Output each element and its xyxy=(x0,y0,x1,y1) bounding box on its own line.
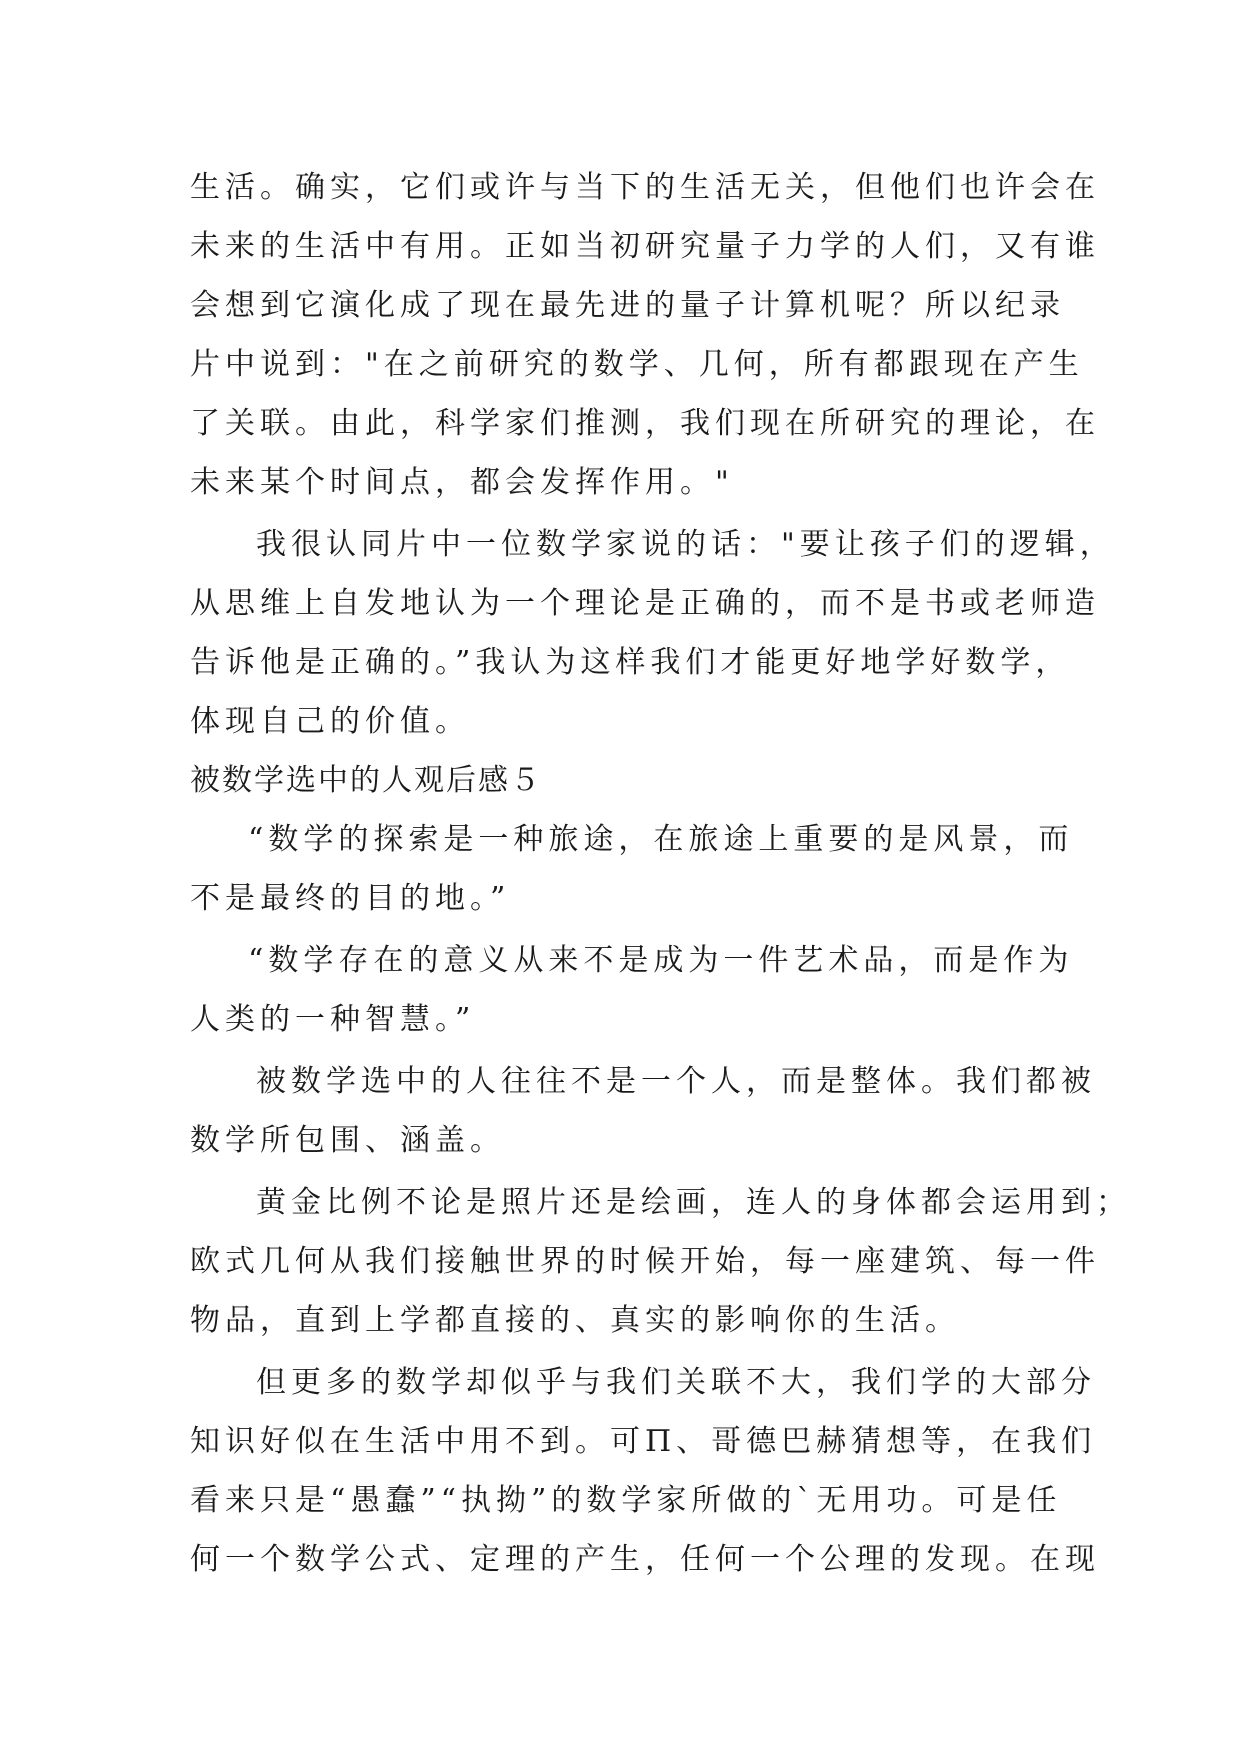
paragraph-line: 告诉他是正确的。”我认为这样我们才能更好地学好数学， xyxy=(190,645,1071,680)
paragraph-line: 片中说到："在之前研究的数学、几何，所有都跟现在产生 xyxy=(190,347,1084,382)
paragraph-line: 何一个数学公式、定理的产生，任何一个公理的发现。在现 xyxy=(190,1542,1100,1577)
paragraph-line: 数学所包围、涵盖。 xyxy=(190,1123,505,1158)
paragraph-line: “数学存在的意义从来不是成为一件艺术品，而是作为 xyxy=(248,943,1074,978)
paragraph-line: 不是最终的目的地。” xyxy=(190,881,511,916)
paragraph-line: 被数学选中的人往往不是一个人，而是整体。我们都被 xyxy=(256,1064,1096,1099)
paragraph-line: 从思维上自发地认为一个理论是正确的，而不是书或老师造 xyxy=(190,586,1100,621)
paragraph-line: 我很认同片中一位数学家说的话："要让孩子们的逻辑， xyxy=(256,527,1115,562)
paragraph-line: 物品，直到上学都直接的、真实的影响你的生活。 xyxy=(190,1303,960,1338)
paragraph-line: 黄金比例不论是照片还是绘画，连人的身体都会运用到； xyxy=(256,1185,1131,1220)
paragraph-line: 但更多的数学却似乎与我们关联不大，我们学的大部分 xyxy=(256,1365,1096,1400)
paragraph-line: 会想到它演化成了现在最先进的量子计算机呢？所以纪录 xyxy=(190,288,1065,323)
paragraph-line: 生活。确实，它们或许与当下的生活无关，但他们也许会在 xyxy=(190,170,1100,205)
paragraph-line: 未来的生活中有用。正如当初研究量子力学的人们，又有谁 xyxy=(190,229,1100,264)
paragraph-line: 未来某个时间点，都会发挥作用。" xyxy=(190,465,734,500)
section-heading: 被数学选中的人观后感５ xyxy=(190,763,542,798)
paragraph-line: 知识好似在生活中用不到。可Π、哥德巴赫猜想等，在我们 xyxy=(190,1424,1097,1459)
paragraph-line: 体现自己的价值。 xyxy=(190,704,470,739)
paragraph-line: “数学的探索是一种旅途，在旅途上重要的是风景，而 xyxy=(248,822,1074,857)
paragraph-line: 人类的一种智慧。” xyxy=(190,1002,476,1037)
paragraph-line: 欧式几何从我们接触世界的时候开始，每一座建筑、每一件 xyxy=(190,1244,1100,1279)
document-body xyxy=(190,158,1131,1589)
paragraph-line: 了关联。由此，科学家们推测，我们现在所研究的理论，在 xyxy=(190,406,1100,441)
paragraph-line: 看来只是“愚蠢”“执拗”的数学家所做的`无用功。可是任 xyxy=(190,1483,1062,1518)
